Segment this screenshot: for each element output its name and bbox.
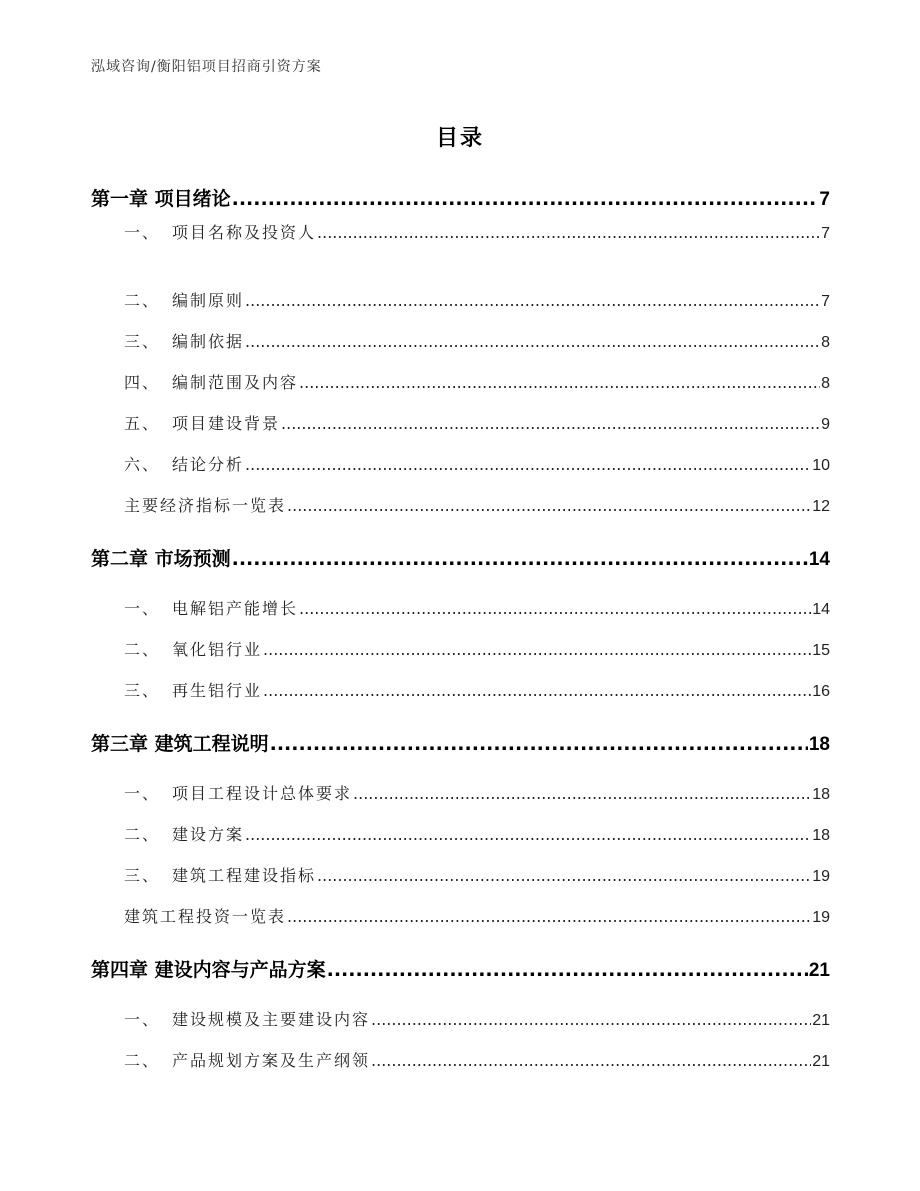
section-number: 二、 bbox=[124, 825, 161, 844]
page-number: 9 bbox=[821, 416, 830, 433]
dot-leader bbox=[245, 455, 811, 474]
toc-entry-label bbox=[124, 904, 287, 927]
toc-entry-table[interactable] bbox=[124, 493, 830, 516]
page-number: 8 bbox=[821, 375, 830, 392]
page-number: 14 bbox=[808, 549, 830, 570]
section-number: 六、 bbox=[124, 455, 161, 474]
toc-entry-label bbox=[124, 411, 281, 434]
dot-leader bbox=[281, 414, 820, 433]
section-number: 三、 bbox=[124, 866, 161, 885]
dot-leader bbox=[270, 733, 808, 755]
document-header: 泓域咨询/衡阳铝项目招商引资方案 bbox=[91, 59, 322, 75]
section-number: 三、 bbox=[124, 332, 161, 351]
page-number: 18 bbox=[812, 786, 830, 803]
entry-text: 项目工程设计总体要求 bbox=[172, 784, 353, 803]
toc-title: 目录 bbox=[435, 126, 484, 151]
section-number: 四、 bbox=[124, 373, 161, 392]
entry-text: 结论分析 bbox=[172, 455, 245, 474]
toc-entry-section[interactable] bbox=[124, 863, 830, 886]
toc-entry-chapter[interactable] bbox=[91, 544, 830, 571]
page-number: 19 bbox=[812, 909, 830, 926]
page-number: 15 bbox=[812, 642, 830, 659]
toc-entry-label bbox=[91, 184, 232, 211]
page-number: 21 bbox=[808, 960, 830, 981]
dot-leader bbox=[263, 681, 811, 700]
section-number: 一、 bbox=[124, 1010, 161, 1029]
dot-leader bbox=[327, 959, 808, 981]
page-number: 16 bbox=[812, 683, 830, 700]
toc-entry-label bbox=[91, 729, 270, 756]
entry-text: 编制依据 bbox=[172, 332, 245, 351]
toc-entry-section[interactable] bbox=[124, 1007, 830, 1030]
section-number: 三、 bbox=[124, 681, 161, 700]
toc-entry-label bbox=[124, 1048, 371, 1071]
section-number: 二、 bbox=[124, 1051, 161, 1070]
toc-entry-label bbox=[124, 1007, 371, 1030]
toc-entry-chapter[interactable] bbox=[91, 184, 830, 211]
entry-text: 电解铝产能增长 bbox=[172, 599, 299, 618]
page-number: 10 bbox=[812, 457, 830, 474]
toc-entry-label bbox=[124, 596, 299, 619]
toc-entry-section[interactable] bbox=[124, 822, 830, 845]
entry-text: 第一章 项目绪论 bbox=[91, 188, 231, 210]
page-number: 14 bbox=[812, 601, 830, 618]
entry-text: 第三章 建筑工程说明 bbox=[91, 733, 269, 755]
dot-leader bbox=[287, 907, 811, 926]
toc-entry-label bbox=[124, 781, 353, 804]
dot-leader bbox=[232, 188, 819, 210]
dot-leader bbox=[245, 291, 820, 310]
section-number: 二、 bbox=[124, 640, 161, 659]
toc-entry-section[interactable] bbox=[124, 1048, 830, 1071]
page-number: 18 bbox=[812, 827, 830, 844]
section-number: 一、 bbox=[124, 223, 161, 242]
entry-text: 氧化铝行业 bbox=[172, 640, 263, 659]
entry-text: 建筑工程投资一览表 bbox=[124, 907, 287, 926]
dot-leader bbox=[287, 496, 811, 515]
toc-entry-section[interactable] bbox=[124, 288, 830, 311]
toc-entry-section[interactable] bbox=[124, 370, 830, 393]
page-number: 8 bbox=[821, 334, 830, 351]
dot-leader bbox=[353, 784, 811, 803]
section-number: 二、 bbox=[124, 291, 161, 310]
toc-entry-label bbox=[124, 220, 317, 243]
toc-entry-label bbox=[124, 678, 263, 701]
dot-leader bbox=[245, 825, 811, 844]
section-number: 一、 bbox=[124, 784, 161, 803]
toc-entry-section[interactable] bbox=[124, 781, 830, 804]
toc-entry-label bbox=[124, 863, 317, 886]
page-number: 21 bbox=[812, 1012, 830, 1029]
page-number: 12 bbox=[812, 498, 830, 515]
toc-entry-section[interactable] bbox=[124, 220, 830, 243]
toc-entry-label bbox=[124, 370, 299, 393]
dot-leader bbox=[232, 548, 808, 570]
toc-entry-label bbox=[124, 288, 245, 311]
toc-entry-label bbox=[124, 822, 245, 845]
toc-entry-section[interactable] bbox=[124, 596, 830, 619]
dot-leader bbox=[317, 866, 811, 885]
entry-text: 建设规模及主要建设内容 bbox=[172, 1010, 371, 1029]
section-number: 一、 bbox=[124, 599, 161, 618]
entry-text: 第二章 市场预测 bbox=[91, 548, 231, 570]
toc-entry-label bbox=[124, 637, 263, 660]
dot-leader bbox=[371, 1010, 811, 1029]
dot-leader bbox=[317, 223, 820, 242]
page-number: 7 bbox=[821, 225, 830, 242]
dot-leader bbox=[263, 640, 811, 659]
toc-entry-section[interactable] bbox=[124, 678, 830, 701]
page-number: 7 bbox=[819, 189, 830, 210]
entry-text: 产品规划方案及生产纲领 bbox=[172, 1051, 371, 1070]
page-number: 21 bbox=[812, 1053, 830, 1070]
section-number: 五、 bbox=[124, 414, 161, 433]
toc-entry-section[interactable] bbox=[124, 411, 830, 434]
dot-leader bbox=[299, 599, 811, 618]
toc-entry-label bbox=[124, 493, 287, 516]
toc-entry-label bbox=[124, 329, 245, 352]
entry-text: 建筑工程建设指标 bbox=[172, 866, 317, 885]
toc-entry-section[interactable] bbox=[124, 329, 830, 352]
dot-leader bbox=[245, 332, 820, 351]
entry-text: 再生铝行业 bbox=[172, 681, 263, 700]
entry-text: 第四章 建设内容与产品方案 bbox=[91, 959, 326, 981]
entry-text: 建设方案 bbox=[172, 825, 245, 844]
page-number: 18 bbox=[808, 734, 830, 755]
entry-text: 主要经济指标一览表 bbox=[124, 496, 287, 515]
page-number: 7 bbox=[821, 293, 830, 310]
toc-entry-chapter[interactable] bbox=[91, 729, 830, 756]
toc-entry-label bbox=[91, 955, 327, 982]
entry-text: 编制原则 bbox=[172, 291, 245, 310]
page-number: 19 bbox=[812, 868, 830, 885]
toc-entry-table[interactable] bbox=[124, 904, 830, 927]
dot-leader bbox=[371, 1051, 811, 1070]
entry-text: 项目建设背景 bbox=[172, 414, 281, 433]
toc-entry-section[interactable] bbox=[124, 637, 830, 660]
toc-entry-label bbox=[124, 452, 245, 475]
toc-entry-label bbox=[91, 544, 232, 571]
entry-text: 项目名称及投资人 bbox=[172, 223, 317, 242]
toc-entry-chapter[interactable] bbox=[91, 955, 830, 982]
entry-text: 编制范围及内容 bbox=[172, 373, 299, 392]
dot-leader bbox=[299, 373, 820, 392]
toc-entry-section[interactable] bbox=[124, 452, 830, 475]
